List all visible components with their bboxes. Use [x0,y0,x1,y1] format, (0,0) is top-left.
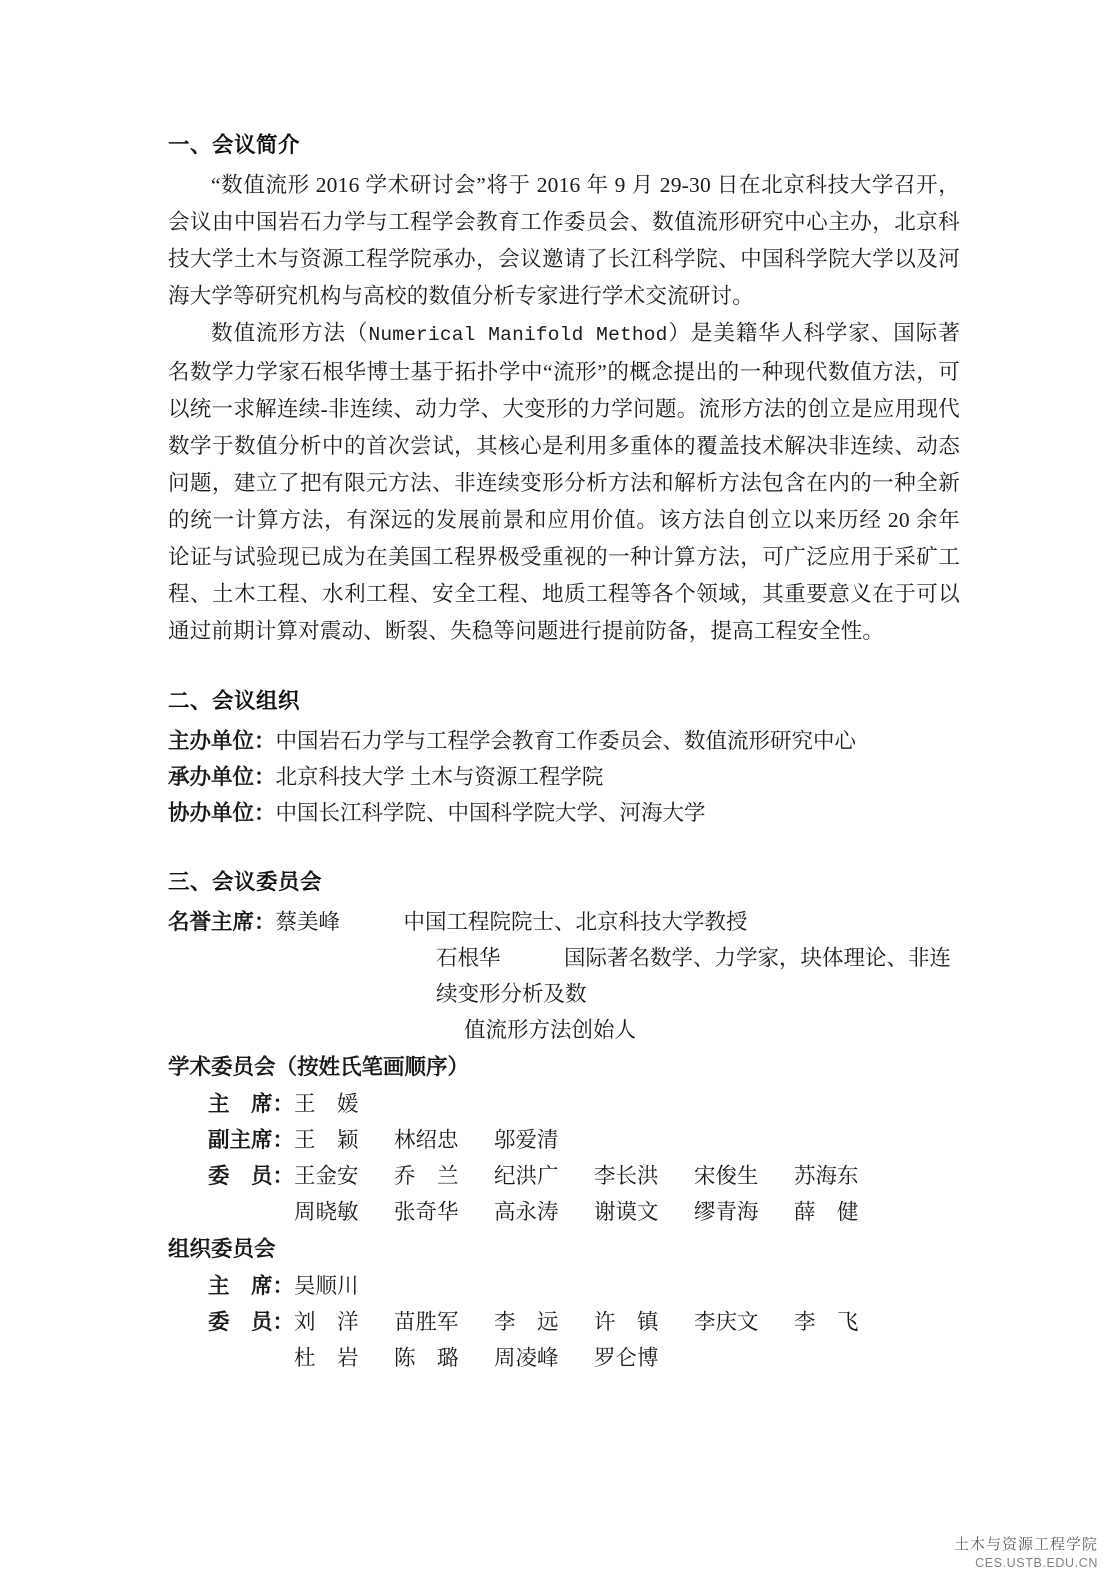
academic-chair-row [168,1086,960,1122]
academic-member-name: 王金安 [294,1164,359,1188]
organization-value-host: 中国岩石力学与工程学会教育工作委员会、数值流形研究中心 [275,729,857,753]
organization-label-coorganizer: 协办单位： [168,801,276,825]
organization-row-host [168,723,960,759]
academic-member-name: 高永涛 [494,1200,559,1224]
organization-value-undertaker: 北京科技大学 土木与资源工程学院 [275,765,604,789]
academic-vice-chair-label: 副主席： [208,1128,295,1152]
organizing-member-name: 罗仑博 [594,1346,659,1370]
organizing-members-row-2 [168,1340,960,1376]
honorary-chair-label: 名誉主席： [168,910,276,934]
organizing-member-name: 李 远 [494,1310,559,1334]
honorary-chair-row-1 [168,904,960,940]
academic-member-name: 李长洪 [594,1164,659,1188]
organizing-committee-block [168,1268,960,1376]
honorary-chair-person-1-title: 中国工程院院士、北京科技大学教授 [403,910,748,934]
organizing-member-name: 许 镇 [594,1310,659,1334]
honorary-chair-row-2 [168,940,960,1012]
intro-p2-part2: ）是美籍华人科学家、国际著名数学力学家石根华博士基于拓扑学中“流形”的概念提出的一种现代数值方法，可以统一求解连续-非连续、动力学、大变形的力学问题。流形方法的创立是应用现代数学于数值分析中的首次尝试，其核心是利用多重体的覆盖技术解决非连续、动态问题，建立了把有限元方法、非连续变形分析方法和解析方法包含在内的一种全新的统一计算方法，有深远的发展前景和应用价值。该方法自创立以来历经 20 余年论证与试验现已成为在美国工程界极受重视的一种计算方法，可广泛应用于采矿工程、土木工程、水利工程、安全工程、地质工程等各个领域，其重要意义在于可以通过前期计算对震动、断裂、失稳等问题进行提前防备，提高工程安全性。 [168,321,960,643]
academic-vice-chair-row [168,1122,960,1158]
organizing-committee-subheading: 组织委员会 [168,1237,276,1261]
academic-chair-value: 王 媛 [294,1092,359,1116]
academic-vice-chair-name: 王 颖 [294,1128,359,1152]
academic-vice-chair-name: 林绍忠 [394,1128,459,1152]
honorary-chair-person-1 [276,904,960,940]
spacer-after-intro [168,650,960,684]
spacer-after-organization [168,831,960,865]
section-heading-intro: 一、会议简介 [168,133,301,157]
footer-logo-website: CES.USTB.EDU.CN [975,1555,1098,1570]
organizing-member-name: 刘 洋 [294,1310,359,1334]
academic-members-label: 委 员： [208,1164,295,1188]
intro-paragraph-1: “数值流形 2016 学术研讨会”将于 2016 年 9 月 29-30 日在北京科技大学召开，会议由中国岩石力学与工程学会教育工作委员会、数值流形研究中心主办，北京科技大学土木与资源工程学院承办，会议邀请了长江科学院、中国科学院大学以及河海大学等研究机构与高校的数值分析专家进行学术交流研讨。 [168,173,960,308]
academic-committee-subheading: 学术委员会（按姓氏笔画顺序） [168,1055,470,1079]
academic-member-name: 苏海东 [794,1164,859,1188]
academic-member-name: 乔 兰 [394,1164,459,1188]
academic-members-row-1 [168,1158,960,1194]
honorary-chair-person-1-name: 蔡美峰 [275,910,341,934]
academic-members-names-row-1 [294,1158,960,1194]
academic-chair-label: 主 席： [208,1092,295,1116]
organizing-chair-value: 吴顺川 [294,1274,359,1298]
academic-member-name: 周晓敏 [294,1200,359,1224]
academic-member-name: 张奇华 [394,1200,459,1224]
organization-value-coorganizer: 中国长江科学院、中国科学院大学、河海大学 [275,801,706,825]
honorary-chair-row-2-cont: 值流形方法创始人 [464,1018,637,1042]
honorary-chair-block [168,904,960,1048]
academic-member-name: 谢谟文 [594,1200,659,1224]
honorary-chair-person-2-title: 国际著名数学、力学家，块体理论、非连续变形分析及数 [436,946,952,1006]
academic-member-name: 薛 健 [794,1200,859,1224]
organizing-members-label: 委 员： [208,1310,295,1334]
organizing-members-names-row-2 [294,1340,960,1376]
organizing-members-names-row-1 [294,1304,960,1340]
academic-member-name: 宋俊生 [694,1164,759,1188]
footer-logo-school-name: 土木与资源工程学院 [953,1536,1098,1554]
organization-label-host: 主办单位： [168,729,276,753]
academic-members-names-row-2 [294,1194,960,1230]
academic-member-name: 纪洪广 [494,1164,559,1188]
footer-logo [954,1536,1098,1570]
academic-member-name: 缪青海 [694,1200,759,1224]
section-heading-organization: 二、会议组织 [168,689,301,713]
academic-committee-block [168,1086,960,1230]
organizing-members-row-1 [168,1304,960,1340]
honorary-chair-person-2-name: 石根华 [436,946,501,970]
organizing-member-name: 杜 岩 [294,1346,359,1370]
organizing-member-name: 陈 璐 [394,1346,459,1370]
organizing-chair-row [168,1268,960,1304]
organizing-chair-label: 主 席： [208,1274,295,1298]
organizing-member-name: 李 飞 [794,1310,859,1334]
organizing-member-name: 李庆文 [694,1310,759,1334]
organizing-member-name: 周凌峰 [494,1346,559,1370]
organization-row-coorganizer [168,795,960,831]
organizing-member-name: 苗胜军 [394,1310,459,1334]
academic-members-row-2 [168,1194,960,1230]
organization-row-undertaker [168,759,960,795]
section-heading-committee: 三、会议委员会 [168,870,323,894]
academic-vice-chair-names [294,1122,960,1158]
intro-p2-term-english: Numerical Manifold Method [368,324,668,346]
organization-label-undertaker: 承办单位： [168,765,276,789]
intro-p2-part1: 数值流形方法（ [211,321,369,345]
intro-paragraph-2 [168,315,960,650]
academic-vice-chair-name: 邬爱清 [494,1128,559,1152]
